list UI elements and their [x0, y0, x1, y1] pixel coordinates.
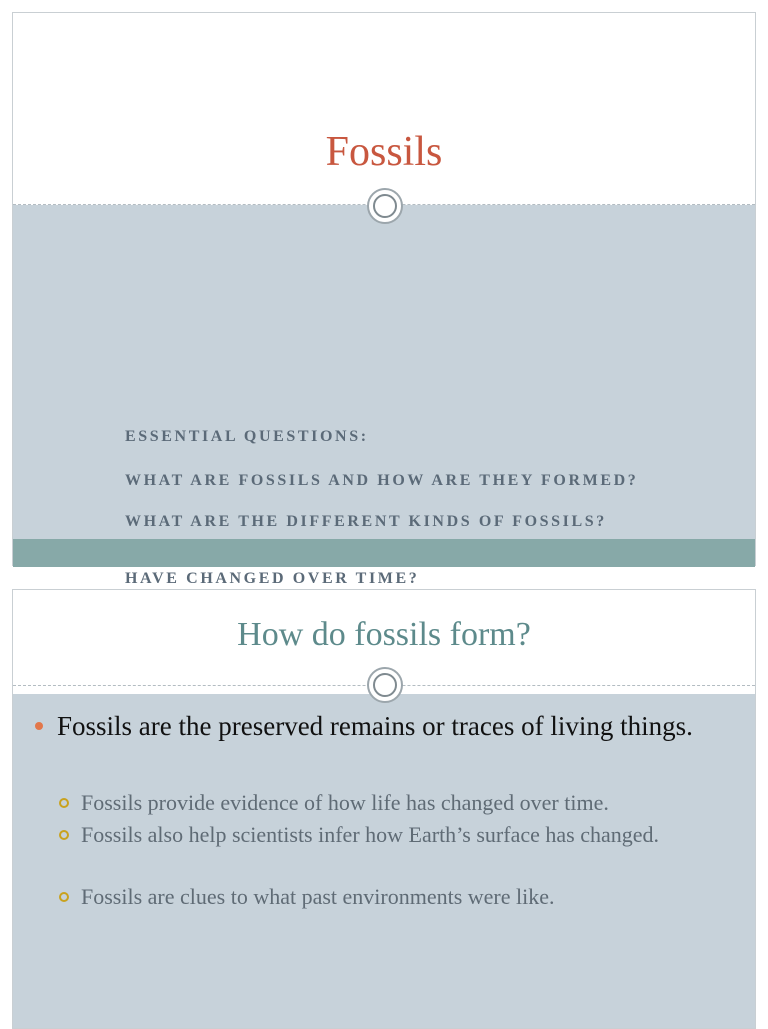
list-item — [57, 708, 727, 744]
essential-questions-heading: ESSENTIAL QUESTIONS: — [125, 428, 369, 445]
double-ring-icon — [367, 188, 403, 224]
bullet-text: Fossils are the preserved remains or traces of living things. — [57, 711, 693, 741]
question-item: WHAT ARE THE DIFFERENT KINDS OF FOSSILS? — [125, 513, 607, 530]
title-area — [13, 13, 755, 205]
question-item: HAVE CHANGED OVER TIME? — [125, 570, 420, 587]
slide-title: How do fossils form? — [237, 616, 531, 653]
content-area — [13, 205, 755, 587]
sub-bullet-text: Fossils are clues to what past environments were like. — [81, 884, 555, 909]
essential-questions — [125, 429, 645, 612]
sub-list-item — [81, 882, 721, 911]
slide-1 — [12, 12, 756, 587]
hollow-ring-icon — [59, 830, 69, 840]
content-area — [13, 694, 755, 1028]
slide-2 — [12, 589, 756, 1029]
sub-list-item — [81, 820, 721, 849]
question-item: WHAT ARE FOSSILS AND HOW ARE THEY FORMED? — [125, 472, 639, 489]
filled-dot-icon — [35, 722, 43, 730]
footer-band — [13, 539, 755, 567]
hollow-ring-icon — [59, 892, 69, 902]
double-ring-icon — [367, 667, 403, 703]
sub-bullet-text: Fossils also help scientists infer how Earth’s surface has changed. — [81, 822, 659, 847]
slide-title: Fossils — [325, 129, 443, 175]
sub-bullet-text: Fossils provide evidence of how life has changed over time. — [81, 790, 609, 815]
hollow-ring-icon — [59, 798, 69, 808]
sub-list-item — [81, 788, 721, 817]
